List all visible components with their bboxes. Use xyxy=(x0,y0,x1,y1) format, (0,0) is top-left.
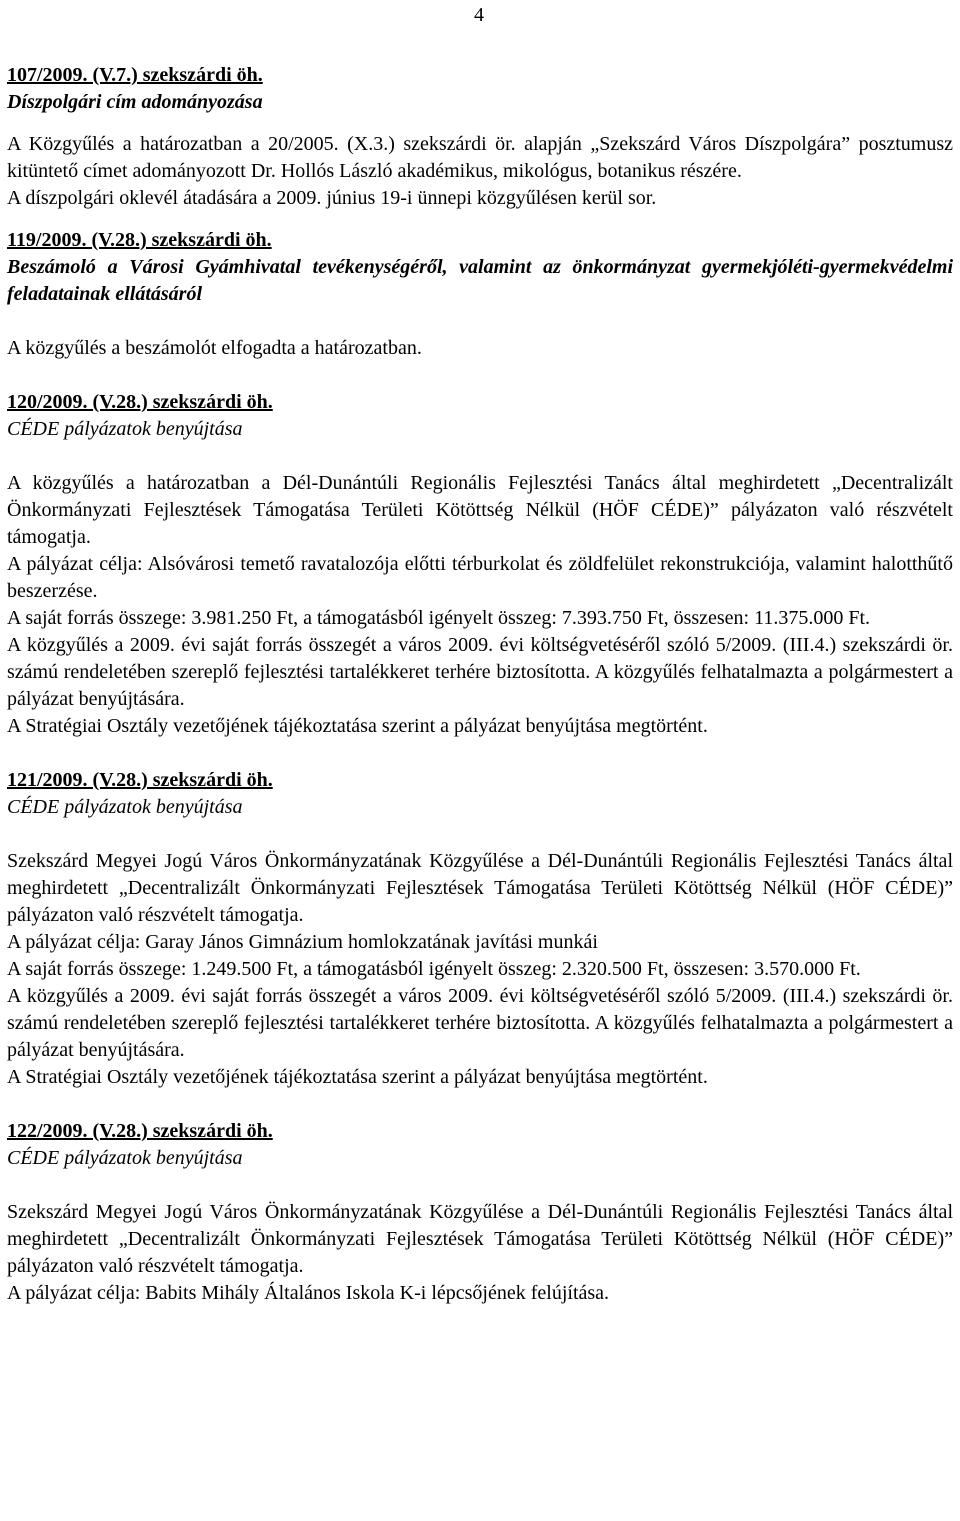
resolution-paragraph: A saját forrás összege: 3.981.250 Ft, a támogatásból igényelt összeg: 7.393.750 Ft, összesen: 11.375.000 Ft. xyxy=(7,607,871,629)
resolution-ref: 107/2009. (V.7.) szekszárdi öh. xyxy=(7,64,263,86)
resolution-paragraph: A közgyűlés a beszámolót elfogadta a határozatban. xyxy=(7,337,422,359)
resolution-121 xyxy=(7,767,953,1091)
resolution-ref: 120/2009. (V.28.) szekszárdi öh. xyxy=(7,391,273,413)
resolution-paragraph: A pályázat célja: Alsóvárosi temető ravatalozója előtti térburkolat és zöldfelület rekonstrukciója, valamint halotthűtő beszerzése. xyxy=(7,553,953,602)
resolution-paragraph: A díszpolgári oklevél átadására a 2009. június 19-i ünnepi közgyűlésen kerül sor. xyxy=(7,187,657,209)
resolution-paragraph: A közgyűlés a 2009. évi saját forrás összegét a város 2009. évi költségvetéséről szóló 5/2009. (III.4.) szekszárdi ör. számú rendeletében szereplő fejlesztési tartalékkeret terhére biztosította. A közgyűlés felhatalmazta a polgármestert a pályázat benyújtására. xyxy=(7,634,953,710)
resolution-subject: CÉDE pályázatok benyújtása xyxy=(7,796,243,818)
resolution-ref: 121/2009. (V.28.) szekszárdi öh. xyxy=(7,769,273,791)
page-number: 4 xyxy=(474,4,484,26)
resolution-subject: Díszpolgári cím adományozása xyxy=(7,91,263,113)
resolution-paragraph: A pályázat célja: Babits Mihály Általános Iskola K-i lépcsőjének felújítása. xyxy=(7,1282,610,1304)
resolution-107 xyxy=(7,62,953,212)
resolution-subject: CÉDE pályázatok benyújtása xyxy=(7,1147,243,1169)
resolution-subject: CÉDE pályázatok benyújtása xyxy=(7,418,243,440)
resolution-paragraph: Szekszárd Megyei Jogú Város Önkormányzatának Közgyűlése a Dél-Dunántúli Regionális Fejlesztési Tanács által meghirdetett „Decentralizált Önkormányzati Fejlesztések Támogatása Területi Kötöttség Nélkül (HÖF CÉDE)” pályázaton való részvételt támogatja. xyxy=(7,850,953,926)
resolution-paragraph: A Stratégiai Osztály vezetőjének tájékoztatása szerint a pályázat benyújtása megtörtént. xyxy=(7,715,708,737)
resolution-ref: 119/2009. (V.28.) szekszárdi öh. xyxy=(7,229,272,251)
resolution-paragraph: A közgyűlés a 2009. évi saját forrás összegét a város 2009. évi költségvetéséről szóló 5/2009. (III.4.) szekszárdi ör. számú rendeletében szereplő fejlesztési tartalékkeret terhére biztosította. A közgyűlés felhatalmazta a polgármestert a pályázat benyújtására. xyxy=(7,985,953,1061)
resolution-paragraph: A saját forrás összege: 1.249.500 Ft, a támogatásból igényelt összeg: 2.320.500 Ft, összesen: 3.570.000 Ft. xyxy=(7,958,861,980)
resolution-paragraph: A közgyűlés a határozatban a Dél-Dunántúli Regionális Fejlesztési Tanács által meghirdetett „Decentralizált Önkormányzati Fejlesztések Támogatása Területi Kötöttség Nélkül (HÖF CÉDE)” pályázaton való részvételt támogatja. xyxy=(7,472,953,548)
resolution-subject: Beszámoló a Városi Gyámhivatal tevékenységéről, valamint az önkormányzat gyermekjóléti-gyermekvédelmi feladatainak ellátásáról xyxy=(7,256,953,305)
resolution-119 xyxy=(7,227,953,362)
resolution-122 xyxy=(7,1118,953,1307)
document-page xyxy=(7,0,953,1307)
resolution-paragraph: A Közgyűlés a határozatban a 20/2005. (X.3.) szekszárdi ör. alapján „Szekszárd Város Díszpolgára” posztumusz kitüntető címet adományozott Dr. Hollós László akadémikus, mikológus, botanikus részére. xyxy=(7,133,953,182)
resolution-paragraph: A pályázat célja: Garay János Gimnázium homlokzatának javítási munkái xyxy=(7,931,598,953)
resolution-paragraph: A Stratégiai Osztály vezetőjének tájékoztatása szerint a pályázat benyújtása megtörtént. xyxy=(7,1066,708,1088)
resolution-120 xyxy=(7,389,953,740)
resolution-ref: 122/2009. (V.28.) szekszárdi öh. xyxy=(7,1120,273,1142)
resolution-paragraph: Szekszárd Megyei Jogú Város Önkormányzatának Közgyűlése a Dél-Dunántúli Regionális Fejlesztési Tanács által meghirdetett „Decentralizált Önkormányzati Fejlesztések Támogatása Területi Kötöttség Nélkül (HÖF CÉDE)” pályázaton való részvételt támogatja. xyxy=(7,1201,953,1277)
